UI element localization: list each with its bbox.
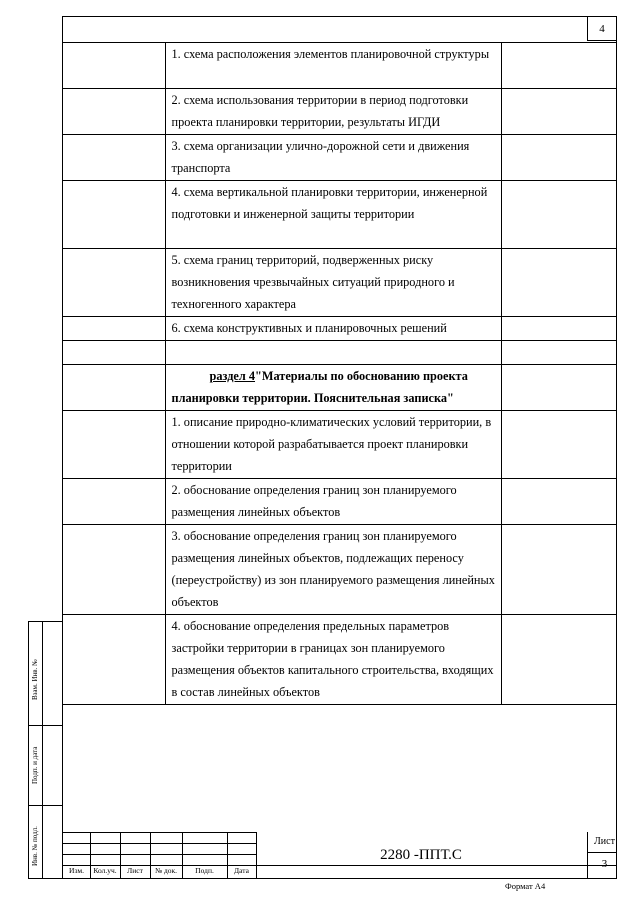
label-kol-uch: Кол.уч. xyxy=(93,866,117,875)
document-code: 2280 -ППТ.С xyxy=(380,847,462,863)
row-text: 6. схема конструктивных и планировочных решений xyxy=(165,317,501,341)
row-text: 4. схема вертикальной планировки территории, инженерной подготовки и инженерной защиты территории xyxy=(165,181,501,249)
row-text: 1. схема расположения элементов планировочной структуры xyxy=(165,43,501,89)
table-row xyxy=(63,317,616,341)
inv-label: Инв. № подл. xyxy=(31,826,39,866)
section-row xyxy=(63,365,616,411)
table-row xyxy=(63,411,616,479)
row-text: 1. описание природно-климатических условий территории, в отношении которой разрабатывается проект планировки территории xyxy=(165,411,501,479)
section-heading xyxy=(165,365,501,411)
section-prefix: раздел 4 xyxy=(209,369,256,383)
row-text: 4. обоснование определения предельных параметров застройки территории в границах зон планируемого размещения объектов капитального строительства, входящих в состав линейных объектов xyxy=(165,615,501,705)
row-text: 2. схема использования территории в период подготовки проекта планировки территории, результаты ИГДИ xyxy=(165,89,501,135)
table-row xyxy=(63,615,616,705)
page-number: 4 xyxy=(587,17,616,41)
label-n-dok: № док. xyxy=(154,866,178,875)
table-row xyxy=(63,525,616,615)
table-row-empty xyxy=(63,341,616,365)
format-label: Формат А4 xyxy=(505,881,546,891)
vzam-label: Взам. Инв. № xyxy=(31,659,39,700)
sheet-number: 3 xyxy=(601,858,608,870)
label-podp: Подп. xyxy=(195,866,214,875)
table-row xyxy=(63,181,616,249)
label-list: Лист xyxy=(127,866,143,875)
sheet-label: Лист xyxy=(594,836,615,847)
label-data: Дата xyxy=(234,866,249,875)
section-title: "Материалы по обоснованию проекта планировки территории. Пояснительная записка" xyxy=(171,369,468,405)
row-text: 3. схема организации улично-дорожной сети и движения транспорта xyxy=(165,135,501,181)
table-row xyxy=(63,479,616,525)
label-izm: Изм. xyxy=(69,866,84,875)
row-text: 5. схема границ территорий, подверженных риску возникновения чрезвычайных ситуаций природного и техногенного характера xyxy=(165,249,501,317)
content-table xyxy=(63,42,616,705)
table-row xyxy=(63,135,616,181)
table-row xyxy=(63,43,616,89)
row-text: 3. обоснование определения границ зон планируемого размещения линейных объектов, подлежащих переносу (переустройству) из зон планируемого размещения линейных объектов xyxy=(165,525,501,615)
title-block xyxy=(63,832,616,879)
margin-strip xyxy=(28,621,62,879)
podp-label: Подп. и дата xyxy=(31,746,39,784)
table-row xyxy=(63,89,616,135)
row-text: 2. обоснование определения границ зон планируемого размещения линейных объектов xyxy=(165,479,501,525)
table-row xyxy=(63,249,616,317)
